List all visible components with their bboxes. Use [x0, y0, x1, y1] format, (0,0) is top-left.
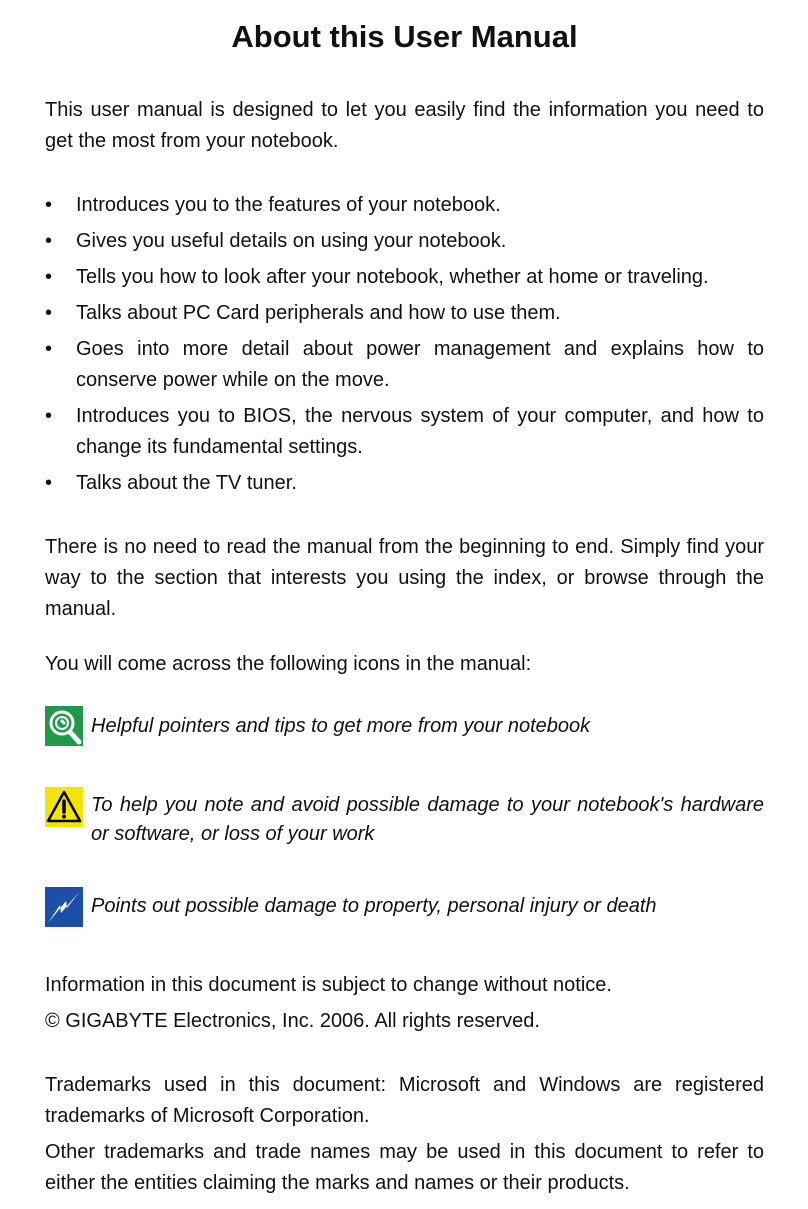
bullet: •	[45, 230, 53, 252]
bullet: •	[45, 472, 53, 494]
caution-triangle-icon	[45, 787, 83, 827]
tip-magnifier-icon	[45, 706, 83, 746]
features-list	[45, 190, 764, 499]
bullet: •	[45, 302, 53, 324]
bullet: •	[45, 338, 53, 360]
list-item: • Talks about the TV tuner.	[45, 468, 764, 499]
info-notice: Information in this document is subject to change without notice.	[45, 974, 612, 996]
page-title: About this User Manual	[231, 19, 578, 54]
list-item: • Introduces you to BIOS, the nervous system of your computer, and how to change its fundamental settings.	[45, 401, 764, 463]
other-trademarks-paragraph: Other trademarks and trade names may be used in this document to refer to either the entities claiming the marks and names or their products.	[45, 1141, 764, 1194]
warning-row	[45, 887, 764, 927]
list-item: • Tells you how to look after your notebook, whether at home or traveling.	[45, 262, 764, 293]
caution-row	[45, 787, 764, 849]
bullet: •	[45, 194, 53, 216]
tip-row	[45, 706, 764, 746]
warning-lightning-icon	[45, 887, 83, 927]
caution-text: To help you note and avoid possible damage to your notebook's hardware or software, or loss of your work	[91, 794, 764, 845]
list-item: • Talks about PC Card peripherals and how to use them.	[45, 298, 764, 329]
warning-text: Points out possible damage to property, personal injury or death	[91, 895, 657, 917]
reading-guidance-paragraph: There is no need to read the manual from the beginning to end. Simply find your way to the section that interests you using the index, or browse through the manual.	[45, 536, 764, 620]
list-item: • Gives you useful details on using your notebook.	[45, 226, 764, 257]
list-item: • Goes into more detail about power management and explains how to conserve power while on the move.	[45, 334, 764, 396]
tip-text: Helpful pointers and tips to get more from your notebook	[91, 715, 591, 737]
trademarks-paragraph: Trademarks used in this document: Microsoft and Windows are registered trademarks of Microsoft Corporation.	[45, 1074, 764, 1127]
copyright-notice: © GIGABYTE Electronics, Inc. 2006. All rights reserved.	[45, 1010, 540, 1032]
list-item: • Introduces you to the features of your notebook.	[45, 190, 764, 221]
icons-intro-paragraph: You will come across the following icons in the manual:	[45, 653, 532, 675]
intro-paragraph: This user manual is designed to let you easily find the information you need to get the most from your notebook.	[45, 99, 764, 152]
bullet: •	[45, 405, 53, 427]
bullet: •	[45, 266, 53, 288]
